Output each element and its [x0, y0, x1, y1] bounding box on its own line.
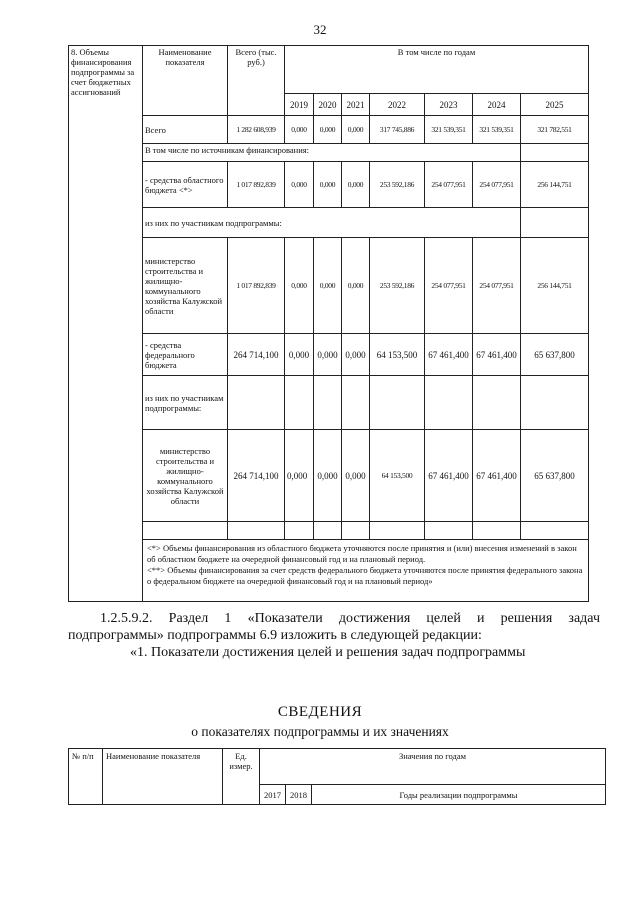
- row-value: 254 077,951: [473, 162, 521, 208]
- heading-subtitle: о показателях подпрограммы и их значениях: [191, 724, 449, 739]
- col-unit-header: Ед. измер.: [223, 749, 260, 805]
- row-value: 67 461,400: [425, 430, 473, 522]
- footnote-2: <**> Объемы финансирования за счет средств федерального бюджета уточняются после принятия федерального закона о федеральном бюджете на очередной финансовый год и на плановый период»: [147, 565, 583, 586]
- row-value: 0,000: [314, 334, 342, 376]
- row-value: 0,000: [285, 334, 314, 376]
- row-name: - средства федерального бюджета: [143, 334, 228, 376]
- paragraph-2: подпрограммы» подпрограммы 6.9 изложить в следующей редакции:: [68, 628, 482, 643]
- row-value: 0,000: [285, 162, 314, 208]
- row-value: 0,000: [285, 430, 314, 522]
- col-num-header: № п/п: [69, 749, 103, 805]
- row-value: 0,000: [342, 116, 370, 144]
- row-total: 1 017 892,839: [228, 238, 285, 334]
- row-name: министерство строительства и жилищно-коммунального хозяйства Калужской области: [143, 238, 228, 334]
- years-header: В том числе по годам: [285, 46, 589, 94]
- row-value: 321 539,351: [425, 116, 473, 144]
- row-value: 0,000: [314, 238, 342, 334]
- row-total: 1 017 892,839: [228, 162, 285, 208]
- row-value: 253 592,186: [370, 162, 425, 208]
- row-value: 254 077,951: [473, 238, 521, 334]
- paragraph-1: 1.2.5.9.2. Раздел 1 «Показатели достижения целей и решения задач: [100, 611, 600, 626]
- year-cell: 2024: [473, 94, 521, 116]
- row-name: - средства областного бюджета <*>: [143, 162, 228, 208]
- by-participants-label: из них по участникам подпрограммы:: [143, 208, 521, 238]
- col-values-header: Значения по годам: [260, 749, 606, 785]
- indicators-table: [68, 748, 606, 805]
- row-value: 254 077,951: [425, 162, 473, 208]
- row-value: 0,000: [314, 116, 342, 144]
- by-participants-label-2: из них по участникам подпрограммы:: [143, 376, 228, 430]
- year-cell: 2021: [342, 94, 370, 116]
- row-value: 65 637,800: [521, 334, 589, 376]
- row-value: 256 144,751: [521, 162, 589, 208]
- row-value: 0,000: [314, 430, 342, 522]
- by-source-label: В том числе по источникам финансирования:: [143, 144, 521, 162]
- row-total: 1 282 608,939: [228, 116, 285, 144]
- financing-table: [68, 45, 589, 602]
- row-value: 321 539,351: [473, 116, 521, 144]
- row-value: 0,000: [342, 238, 370, 334]
- row-name: министерство строительства и жилищно-коммунального хозяйства Калужской области: [143, 430, 228, 522]
- row-value: 0,000: [342, 162, 370, 208]
- row-value: 253 592,186: [370, 238, 425, 334]
- row-value: 67 461,400: [425, 334, 473, 376]
- row-value: 0,000: [285, 116, 314, 144]
- row-value: 64 153,500: [370, 430, 425, 522]
- heading-title: СВЕДЕНИЯ: [277, 704, 363, 720]
- col-name-header: Наименование показателя: [103, 749, 223, 805]
- footnote-1: <*> Объемы финансирования из областного бюджета уточняются после принятия и (или) внесения изменений в закон об областном бюджете на очередной финансовый год и на плановый период.: [147, 543, 577, 564]
- col-name-header: Наименование показателя: [143, 46, 228, 116]
- row-value: 64 153,500: [370, 334, 425, 376]
- page-number: 32: [313, 22, 327, 37]
- row-value: 321 782,551: [521, 116, 589, 144]
- col-total-header: Всего (тыс. руб.): [228, 46, 285, 116]
- row-value: 0,000: [342, 430, 370, 522]
- paragraph-3: «1. Показатели достижения целей и решения задач подпрограммы: [130, 645, 526, 660]
- row-value: 65 637,800: [521, 430, 589, 522]
- row-value: 256 144,751: [521, 238, 589, 334]
- year-cell: 2019: [285, 94, 314, 116]
- row-total: 264 714,100: [228, 430, 285, 522]
- section-label: 8. Объемы финансирования подпрограммы за счет бюджетных ассигнований: [69, 46, 143, 602]
- row-value: 254 077,951: [425, 238, 473, 334]
- footnotes: [143, 540, 589, 602]
- year-cell: 2023: [425, 94, 473, 116]
- row-value: 317 745,886: [370, 116, 425, 144]
- row-value: 0,000: [342, 334, 370, 376]
- row-value: 67 461,400: [473, 334, 521, 376]
- row-total: 264 714,100: [228, 334, 285, 376]
- year-cell: 2025: [521, 94, 589, 116]
- row-value: 67 461,400: [473, 430, 521, 522]
- row-value: 0,000: [285, 238, 314, 334]
- year-cell: 2020: [314, 94, 342, 116]
- row-value: 0,000: [314, 162, 342, 208]
- year-2018: 2018: [286, 785, 312, 805]
- year-cell: 2022: [370, 94, 425, 116]
- year-2017: 2017: [260, 785, 286, 805]
- row-name: Всего: [143, 116, 228, 144]
- years-implementation: Годы реализации подпрограммы: [312, 785, 606, 805]
